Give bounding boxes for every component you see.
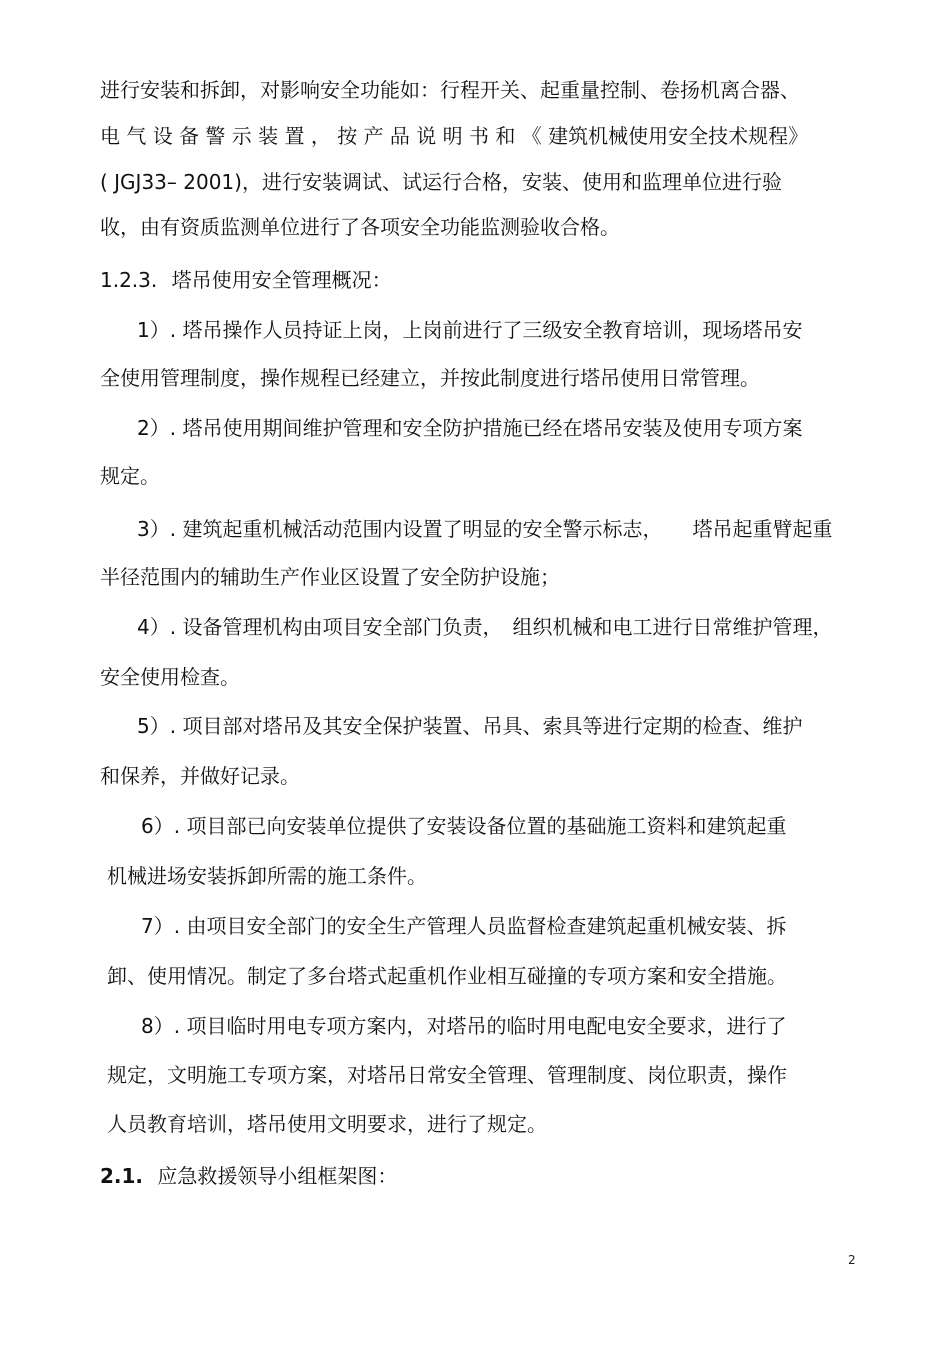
page-number: 2 bbox=[848, 1253, 856, 1267]
section-title: 塔吊使用安全管理概况： bbox=[171, 268, 392, 292]
section-title: 应急救援领导小组框架图： bbox=[157, 1164, 398, 1188]
intro-line: ( JGJ33– 2001)，进行安装调试、试运行合格，安装、使用和监理单位进行验 bbox=[100, 170, 782, 194]
list-item-4-line: 4）. 设备管理机构由项目安全部门负责， 组织机械和电工进行日常维护管理， bbox=[137, 615, 833, 639]
list-item-8-line: 规定，文明施工专项方案，对塔吊日常安全管理、管理制度、岗位职责，操作 bbox=[107, 1063, 787, 1087]
section-number: 1.2.3. bbox=[100, 268, 158, 292]
list-item-2-line: 2）. 塔吊使用期间维护管理和安全防护措施已经在塔吊安装及使用专项方案 bbox=[137, 416, 803, 440]
list-item-2-line: 规定。 bbox=[100, 464, 160, 488]
section-heading-1-2-3 bbox=[100, 266, 392, 294]
section-number: 2.1. bbox=[100, 1164, 144, 1188]
list-item-6-line: 6）. 项目部已向安装单位提供了安装设备位置的基础施工资料和建筑起重 bbox=[141, 814, 787, 838]
section-heading-2-1 bbox=[100, 1162, 397, 1190]
intro-line: 电 气 设 备 警 示 装 置 ， 按 产 品 说 明 书 和 《 建筑机械使用安全技术规程》 bbox=[100, 124, 809, 148]
list-item-1-line: 1）. 塔吊操作人员持证上岗，上岗前进行了三级安全教育培训，现场塔吊安 bbox=[137, 318, 803, 342]
list-item-3-line: 半径范围内的辅助生产作业区设置了安全防护设施； bbox=[100, 565, 560, 589]
intro-line: 收，由有资质监测单位进行了各项安全功能监测验收合格。 bbox=[100, 215, 620, 239]
list-item-3-line: 3）. 建筑起重机械活动范围内设置了明显的安全警示标志， 塔吊起重臂起重 bbox=[137, 517, 833, 541]
list-item-6-line: 机械进场安装拆卸所需的施工条件。 bbox=[107, 864, 427, 888]
list-item-5-line: 和保养，并做好记录。 bbox=[100, 764, 300, 788]
list-item-7-line: 7）. 由项目安全部门的安全生产管理人员监督检查建筑起重机械安装、拆 bbox=[141, 914, 787, 938]
list-item-8-line: 8）. 项目临时用电专项方案内，对塔吊的临时用电配电安全要求，进行了 bbox=[141, 1014, 787, 1038]
list-item-5-line: 5）. 项目部对塔吊及其安全保护装置、吊具、索具等进行定期的检查、维护 bbox=[137, 714, 803, 738]
list-item-1-line: 全使用管理制度，操作规程已经建立，并按此制度进行塔吊使用日常管理。 bbox=[100, 366, 760, 390]
list-item-4-line: 安全使用检查。 bbox=[100, 665, 240, 689]
list-item-8-line: 人员教育培训，塔吊使用文明要求，进行了规定。 bbox=[107, 1112, 547, 1136]
intro-line: 进行安装和拆卸，对影响安全功能如：行程开关、起重量控制、卷扬机离合器、 bbox=[100, 78, 800, 102]
list-item-7-line: 卸、使用情况。制定了多台塔式起重机作业相互碰撞的专项方案和安全措施。 bbox=[107, 964, 787, 988]
